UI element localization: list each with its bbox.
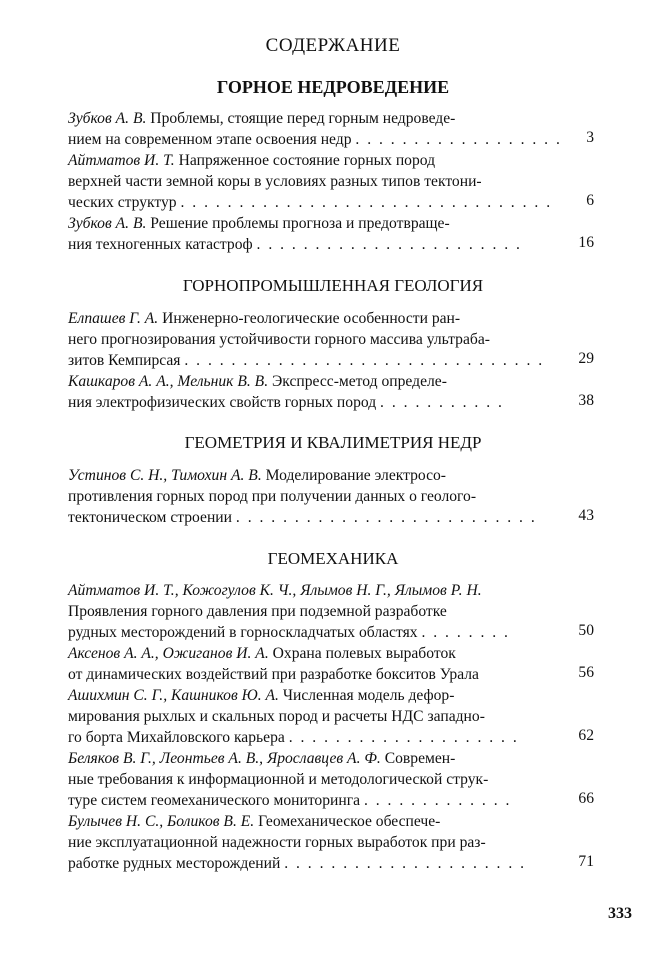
toc-entry: Булычев Н. С., Боликов В. Е. Геомеханическое обеспече- ние эксплуатационной надежности горных выработок при раз- работке рудных месторождений . . . . . . . . . . . . . . . . . . . . . bbox=[68, 813, 527, 872]
entry-authors: Кашкаров А. А., Мельник В. В. bbox=[68, 373, 269, 390]
toc-entry: Беляков В. Г., Леонтьев А. В., Ярославцев А. Ф. Современ- ные требования к информационной и методологической струк- туре систем геомеханического мониторинга . . . . . . . . . . . . . bbox=[68, 750, 512, 809]
entry-authors: Елпашев Г. А. bbox=[68, 310, 159, 327]
toc-entry: Устинов С. Н., Тимохин А. В. Моделирование электросо- противления горных пород при получении данных о геолого- тектоническом строении . . . . . . . . . . . . . . . . . . . . . . . . . . bbox=[68, 467, 537, 526]
entry-authors: Устинов С. Н., Тимохин А. В. bbox=[68, 467, 262, 484]
entry-page-number: 56 bbox=[578, 664, 594, 681]
entry-authors: Булычев Н. С., Боликов В. Е. bbox=[68, 813, 255, 830]
toc-entry: Айтматов И. Т. Напряженное состояние горных пород верхней части земной коры в условиях разных типов тектони- ческих структур . . . . . . . . . . . . . . . . . . . . . . . . . . . . . . . . bbox=[68, 152, 553, 211]
toc-entry: Елпашев Г. А. Инженерно-геологические особенности ран- него прогнозирования устойчивости горного массива ультраба- зитов Кемпирсая . . . . . . . . . . . . . . . . . . . . . . . . . . . . . . . bbox=[68, 310, 545, 369]
entry-page-number: 66 bbox=[578, 790, 594, 807]
contents-title: СОДЕРЖАНИЕ bbox=[265, 35, 401, 56]
entry-authors: Зубков А. В. bbox=[68, 110, 147, 127]
entry-page-number: 16 bbox=[578, 234, 594, 251]
section-heading-mining-geology: ГОРНОПРОМЫШЛЕННАЯ ГЕОЛОГИЯ bbox=[182, 276, 484, 295]
entry-title-line: Проблемы, стоящие перед горным недроведе- bbox=[146, 110, 456, 127]
entry-authors: Зубков А. В. bbox=[68, 215, 147, 232]
page-number: 333 bbox=[608, 905, 632, 922]
section-heading-mining-subsoil: ГОРНОЕ НЕДРОВЕДЕНИЕ bbox=[216, 77, 450, 97]
toc-entry: Кашкаров А. А., Мельник В. В. Экспресс-метод определе- ния электрофизических свойств горных пород . . . . . . . . . . . bbox=[68, 373, 504, 411]
entry-authors: Ашихмин С. Г., Кашников Ю. А. bbox=[68, 687, 279, 704]
entry-authors: Беляков В. Г., Леонтьев А. В., Ярославцев А. Ф. bbox=[68, 750, 381, 767]
toc-entry: Аксенов А. А., Ожиганов И. А. Охрана полевых выработок от динамических воздействий при разработке бокситов Урала bbox=[68, 645, 479, 683]
toc-entry: Ашихмин С. Г., Кашников Ю. А. Численная модель дефор- мирования рыхлых и скальных пород и расчеты НДС западно- го борта Михайловского карьера . . . . . . . . . . . . . . . . . . . . bbox=[68, 687, 519, 746]
entry-authors: Аксенов А. А., Ожиганов И. А. bbox=[68, 645, 269, 662]
toc-entry: Зубков А. В. Решение проблемы прогноза и предотвраще- ния техногенных катастроф . . . . . . . . . . . . . . . . . . . . . . . bbox=[68, 215, 522, 253]
toc-entry: Зубков А. В. Проблемы, стоящие перед горным недроведе- нием на современном этапе освоения недр . . . . . . . . . . . . . . . . . . bbox=[68, 110, 562, 148]
entry-page-number: 62 bbox=[578, 727, 594, 744]
toc-entry: Айтматов И. Т., Кожогулов К. Ч., Ялымов Н. Г., Ялымов Р. Н. Проявления горного давления при подземной разработке рудных месторождений в горноскладчатых областях . . . . . . . . bbox=[68, 582, 510, 641]
entry-page-number: 43 bbox=[578, 507, 594, 524]
entry-page-number: 50 bbox=[578, 622, 594, 639]
entry-page-number: 29 bbox=[578, 350, 594, 367]
entry-page-number: 71 bbox=[578, 853, 594, 870]
entry-title-line: нием на современном этапе освоения недр bbox=[68, 131, 352, 148]
entry-page-number: 3 bbox=[586, 129, 594, 146]
section-heading-geometry: ГЕОМЕТРИЯ И КВАЛИМЕТРИЯ НЕДР bbox=[184, 433, 482, 452]
section-heading-geomechanics: ГЕОМЕХАНИКА bbox=[267, 549, 399, 568]
entry-page-number: 38 bbox=[578, 392, 594, 409]
entry-authors: Айтматов И. Т., Кожогулов К. Ч., Ялымов Н. Г., Ялымов Р. Н. bbox=[68, 582, 482, 599]
entry-page-number: 6 bbox=[586, 192, 594, 209]
entry-authors: Айтматов И. Т. bbox=[68, 152, 175, 169]
